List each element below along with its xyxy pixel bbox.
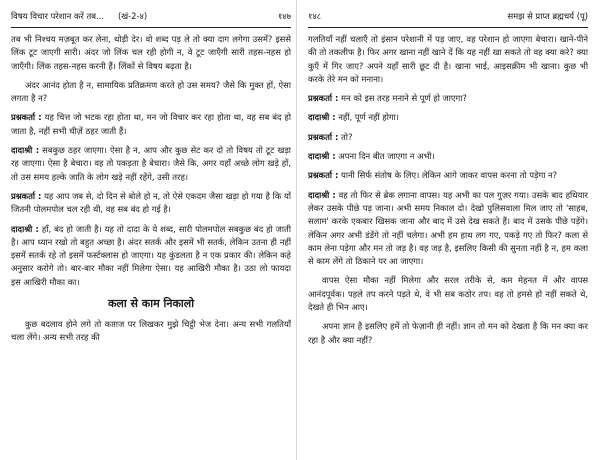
paragraph [11, 318, 291, 345]
paragraph [11, 79, 291, 106]
paragraph-text: यानी सिर्फ संतोष के लिए। लेकिन आगे जाकर वापस करना तो पड़ेगा न? [341, 170, 558, 181]
speaker-label: प्रश्नकर्ता : [308, 93, 339, 104]
speaker-label: दादाश्री : [308, 112, 336, 123]
dialogue-paragraph [308, 131, 588, 144]
right-page-body [308, 33, 588, 353]
paragraph-text: मन को इस तरह मनाने से पूर्ण हो जाएगा? [341, 93, 467, 104]
paragraph [11, 33, 291, 73]
paragraph [308, 33, 588, 86]
left-header-section: (खं-2-४) [118, 10, 148, 21]
right-running-header [308, 8, 588, 24]
right-header-title: समझ से प्राप्त ब्रह्मचर्य (पू) [507, 10, 588, 21]
paragraph-text: अपना दिन बीत जाएगा न अभी। [338, 151, 435, 162]
speaker-label: प्रश्नकर्ता : [308, 170, 339, 181]
dialogue-paragraph [308, 169, 588, 182]
left-page-number: १४७ [277, 10, 291, 21]
paragraph-text: यह आप जब से, दो दिन से बोले हो न, तो ऐसे एकदम जैसा खड़ा हो गया है कि यों जितनी पोलमपोल चल रही थी, वह सब बंद हो गई है। [11, 190, 291, 215]
paragraph-text: नहीं, पूर्ण नहीं होगा। [338, 112, 399, 123]
speaker-label: दादाश्री : [308, 151, 336, 162]
paragraph-text: अपना ज्ञान है इसलिए हमें तो फेज़ानी ही नहीं। ज्ञान तो मन को देखता है कि मन क्या कर रहा है और क्या नहीं? [308, 321, 588, 345]
dialogue-paragraph [11, 144, 291, 184]
paragraph-text: कुछ बदलाव होने लगे तो काग़ज पर लिखकर मुझे चिट्ठी भेज देना। अन्य सभी गलतियाँ चला लेंगे। अन्य सभी तरह की [11, 319, 291, 343]
paragraph-text: तब भी निश्चय मज़बूत कर लेना, थोड़ी देर। वो शब्द पड़ ले तो क्या दाग लगेगा उसमें? इससे लिंक टूट जाएगी सारी। अंदर जो लिंक चल रही होगी न, वे टूट जाएँगी सारी तहस-नहस हो जाएँगी। लिंक तहस-नहस करनी हैं। लिंकों से विषय बढ़ता है। [11, 34, 291, 71]
paragraph [308, 320, 588, 347]
paragraph-text: यह चित्त जो भटक रहा होता था, मन जो विचार कर रहा होता था, वह सब बंद हो जाता है, नहीं सभी चीज़ें ठहर जाती हैं। [11, 112, 291, 136]
left-running-header [11, 8, 291, 24]
paragraph-text: वापस ऐसा मौका नहीं मिलेगा और सरल तरीके से, कम मेहनत में और वापस आनंदपूर्वक। पहले तप करने पड़ते थे, वे भी सब कठोर तप। वह तो हमसे हो नहीं सकते थे, देखते ही भिन आए। [308, 275, 588, 313]
speaker-label: दादाश्री : [11, 223, 39, 234]
paragraph-text: अंदर आनंद होता है न, सामायिक प्रतिक्रमण करते हो उस समय? जैसे कि मुक्त हों, ऐसा लगता है न? [11, 79, 291, 104]
dialogue-paragraph [11, 223, 291, 289]
speaker-label: प्रश्नकर्ता : [308, 131, 339, 142]
left-page-body [11, 33, 291, 351]
left-page [11, 0, 291, 460]
book-gutter [296, 0, 297, 460]
left-header-rule [11, 27, 291, 28]
paragraph-text: वह तो फिर से ब्रेक लगाना वापस। यह अभी का पल गुज़र गया। उसके बाद हथियार लेकर उसके पीछे पड़ जाना। अभी समय निकाल दो। देखो पुलिसवाला मिल जाए तो 'साहब, सलाम' करके एकबार खिसक जाना और बाद में उसे देख सकते हैं। बाद में उसके पीछे पड़ेंगे। लेकिन अगर अभी डंडेंगे तो नहीं चलेगा। अभी हम हाथ लग गए, पकड़े गए तो फिर? कला से काम लेना पड़ेगा और मन तो जड़ है। वह जड़ है, इसलिए किसी की सुनता नहीं है न, हम कला से काम लेंगे तो ठिकाने पर आ जाएगा। [308, 189, 588, 267]
dialogue-paragraph [308, 111, 588, 124]
dialogue-paragraph [308, 189, 588, 269]
speaker-label: दादाश्री : [308, 189, 336, 200]
left-header-title: विषय विचार परेशान करें तब... [11, 10, 105, 21]
dialogue-paragraph [11, 190, 291, 217]
right-page [308, 0, 588, 460]
right-page-number: १४८ [308, 10, 322, 21]
section-heading: कला से काम निकालो [107, 297, 195, 311]
right-header-rule [308, 27, 588, 28]
paragraph-text: सबकुछ ठहर जाएगा। ऐसा है न, आप और कुछ सेट कर दो तो विषय तो टूट खड़ा रह जाएगा। ऐसा है बेचारा। वह तो पकड़ता है बेचारा। जैसे कि, अगर यहाँ अच्छे लोग खड़े हों, तो उस समय हल्के जाति के लोग खड़े नहीं रहेंगे, उसी तरह। [11, 145, 291, 182]
speaker-label: प्रश्नकर्ता : [11, 190, 42, 201]
paragraph-text: हाँ, बंद हो जाती है। यह तो दादा के ये शब्द, सारी पोलमपोल सबकुछ बंद हो जाती है। आप ध्यान रखो तो बहुत अच्छा है। अंदर सतर्क और इसमें भी सतर्क, लेकिन उतना ही नहीं इसमें सतर्क रहे तो इसमें फर्स्टक्लास हो जाएगा। यह कुंडलता है न एक प्रकार की। लेकिन कहे अनुसार करोगे तो। बार-बार मौका नहीं मिलेगा ऐसा। यह आखिरी मौका है। उठा लो फायदा इस आखिरी मौका का। [11, 223, 291, 287]
paragraph-text: तो? [341, 131, 353, 142]
dialogue-paragraph [11, 111, 291, 138]
speaker-label: दादाश्री : [11, 145, 40, 156]
dialogue-paragraph [308, 92, 588, 105]
paragraph-text: गलतियाँ नहीं चलाएँ तो इंसान परेशानी में पड़ जाए, वह परेशान हो जाएगा बेचारा। खाने-पीने की तो तकलीफ है। फिर अगर खाना नहीं खाने दें कि यह नहीं खा सकते तो वह क्या करे? क्या कुएँ में गिर जाए? अपने यहाँ सारी छूट दी है। खाना भाई, आइसक्रीम भी खाना। कुछ भी करके तेरे मन को मनाना। [308, 34, 588, 84]
paragraph [308, 274, 588, 314]
dialogue-paragraph [308, 150, 588, 163]
speaker-label: प्रश्नकर्ता : [11, 112, 42, 123]
